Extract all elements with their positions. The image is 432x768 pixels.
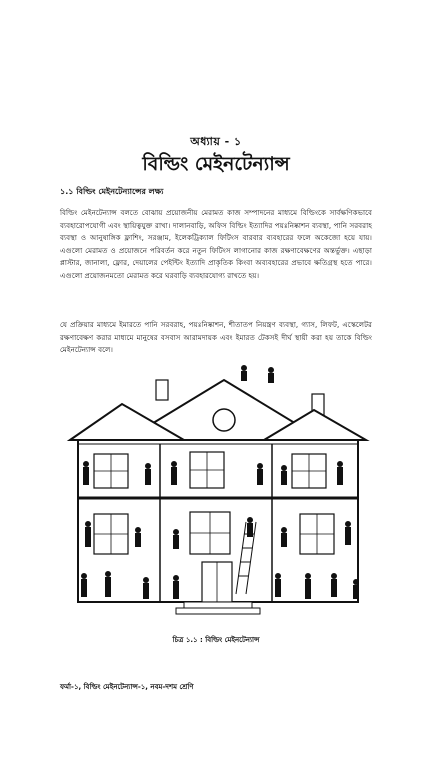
paragraph-2: যে প্রক্রিয়ার মাধ্যমে ইমারতে পানি সরবরাহ, পয়ঃনিষ্কাশন, শীতাতপ নিয়ন্ত্রণ ব্যবস্থা, গ্যাস, লিফট, এস্কেলেটর রক্ষণাবেক্ষণ করার মাধ্যমে মানুষের বসবাস আরামদায়ক এবং ইমারত টেকসই দীর্ঘ স্থায়ী করা হয় তাকে বিল্ডিং মেইনটেন্যান্স বলে। bbox=[60, 320, 372, 355]
building-maintenance-illustration bbox=[64, 362, 372, 622]
page-title: বিল্ডিং মেইনটেন্যান্স bbox=[142, 153, 290, 175]
figure-caption: চিত্র ১.১ : বিল্ডিং মেইনটেন্যান্স bbox=[172, 636, 260, 644]
section-heading: ১.১ বিল্ডিং মেইনটেন্যান্সের লক্ষ্য bbox=[60, 187, 164, 196]
chapter-label: অধ্যায় - ১ bbox=[190, 135, 242, 148]
page-footer: ফর্মা-১, বিল্ডিং মেইনটেন্যান্স-১, নবম-দশম শ্রেণি bbox=[60, 683, 194, 691]
paragraph-1: বিল্ডিং মেইনটেন্যান্স বলতে বোঝায় প্রয়োজনীয় মেরামত কাজ সম্পাদনের মাধ্যমে বিল্ডিংকে সার্বক্ষণিকভাবে ব্যবহারোপযোগী এবং স্থায়িত্বযুক্ত রাখা। দালানবাড়ি, অফিস বিল্ডিং ইত্যাদির পয়ঃনিষ্কাশন ব্যবস্থা, পানি সরবরাহ ব্যবস্থা ও আনুষাঙ্গিক ফ্লাশিং, সরঞ্জাম, ইলেকট্রিক্যাল ফিটিংস বারবার ব্যবহারের ফলে অকেজো হয়ে যায়। এগুলো মেরামত ও প্রয়োজনে পরিবর্তন করে নতুন ফিটিংস লাগানোর কাজ রক্ষণাবেক্ষণের অন্তর্ভুক্ত। এছাড়া প্লাস্টার, জানালা, ফ্লোর, দেয়ালের পেইন্টিং ইত্যাদি প্রাকৃতিক কিংবা অব্যবহারের প্রভাবে ক্ষতিগ্রস্থ হতে পারে। এগুলো প্রয়োজনমতো মেরামত করে ঘরবাড়ি ব্যবহারযোগ্য রাখতে হয়। bbox=[60, 208, 372, 280]
